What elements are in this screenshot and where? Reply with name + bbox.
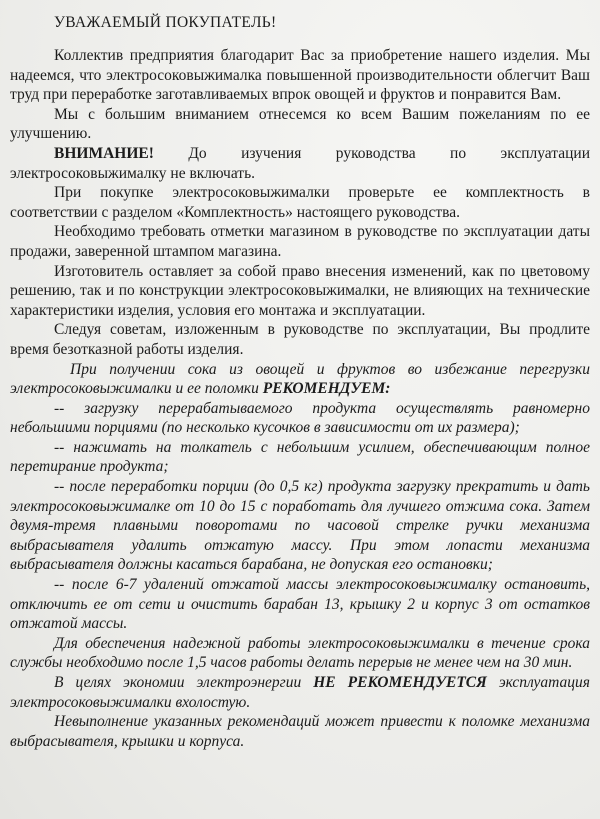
recommend-text: При получении сока из овощей и фруктов во избежание перегрузки электросоковыжималки и ее поломки <box>10 360 590 398</box>
recommend-label: РЕКОМЕНДУЕМ: <box>262 380 391 398</box>
list-item-loading: -- загрузку перерабатываемого продукта осуществлять равномерно небольшими порциями (по несколько кусочков в зависимости от их размера); <box>10 399 590 437</box>
paragraph-sale-stamp: Необходимо требовать отметки магазином в руководстве по эксплуатации даты продажи, заверенной штампом магазина. <box>10 223 590 260</box>
paragraph-warning <box>10 144 590 183</box>
paragraph-recommend <box>10 360 590 399</box>
paragraph-completeness: При покупке электросоковыжималки проверьте ее комплектность в соответствии с разделом «Комплектность» настоящего руководства. <box>10 184 590 221</box>
list-item-portion: -- после переработки порции (до 0,5 кг) продукта загрузку прекратить и дать электросоковыжималке от 10 до 15 с поработать для лучшего отжима сока. Затем двумя-тремя плавными поворотами по часовой стрелке ручки механизма выбрасывателя удалить отжатую массу. При этом лопасти механизма выбрасывателя должны касаться барабана, не допуская его остановки; <box>10 478 590 574</box>
paragraph-break: Для обеспечения надежной работы электросоковыжималки в течение срока службы необходимо после 1,5 часов работы делать перерыв не менее чем на 30 мин. <box>10 634 590 672</box>
energy-label: НЕ РЕКОМЕНДУЕТСЯ <box>313 674 487 691</box>
paragraph-energy <box>10 673 590 712</box>
paragraph-intro: Коллектив предприятия благодарит Вас за приобретение нашего изделия. Мы надеемся, что электросоковыжималка повышенной производительности облегчит Ваш труд при переработке заготавливаемых впрок овощей и фруктов и понравится Вам. <box>10 47 590 104</box>
warning-text: До изучения руководства по эксплуатации электросоковыжималку не включать. <box>10 144 590 182</box>
list-item-cleaning: -- после 6-7 удалений отжатой массы электросоковыжималку остановить, отключить ее от сети и очистить барабан 13, крышку 2 и корпус 3 от остатков отжатой массы. <box>10 576 590 633</box>
page-title: УВАЖАЕМЫЙ ПОКУПАТЕЛЬ! <box>54 14 277 31</box>
paragraph-wishes: Мы с большим вниманием отнесемся ко всем Вашим пожеланиям по ее улучшению. <box>10 105 590 143</box>
warning-label: ВНИМАНИЕ! <box>54 144 154 162</box>
paragraph-manufacturer-rights: Изготовитель оставляет за собой право внесения изменений, как по цветовому решению, так и по конструкции электросоковыжималки, не влияющих на технические характеристики изделия, условия его монтажа и эксплуатации. <box>10 262 590 319</box>
list-item-pusher: -- нажимать на толкатель с небольшим усилием, обеспечивающим полное перетирание продукта; <box>10 438 590 476</box>
paragraph-consequence: Невыполнение указанных рекомендаций может привести к поломке механизма выбрасывателя, крышки и корпуса. <box>10 713 590 750</box>
paragraph-service-life: Следуя советам, изложенным в руководстве по эксплуатации, Вы продлите время безотказной работы изделия. <box>10 321 590 358</box>
energy-rest: эксплуатация электросоковыжималки вхолостую. <box>10 674 590 711</box>
energy-text: В целях экономии электроэнергии <box>54 674 314 691</box>
